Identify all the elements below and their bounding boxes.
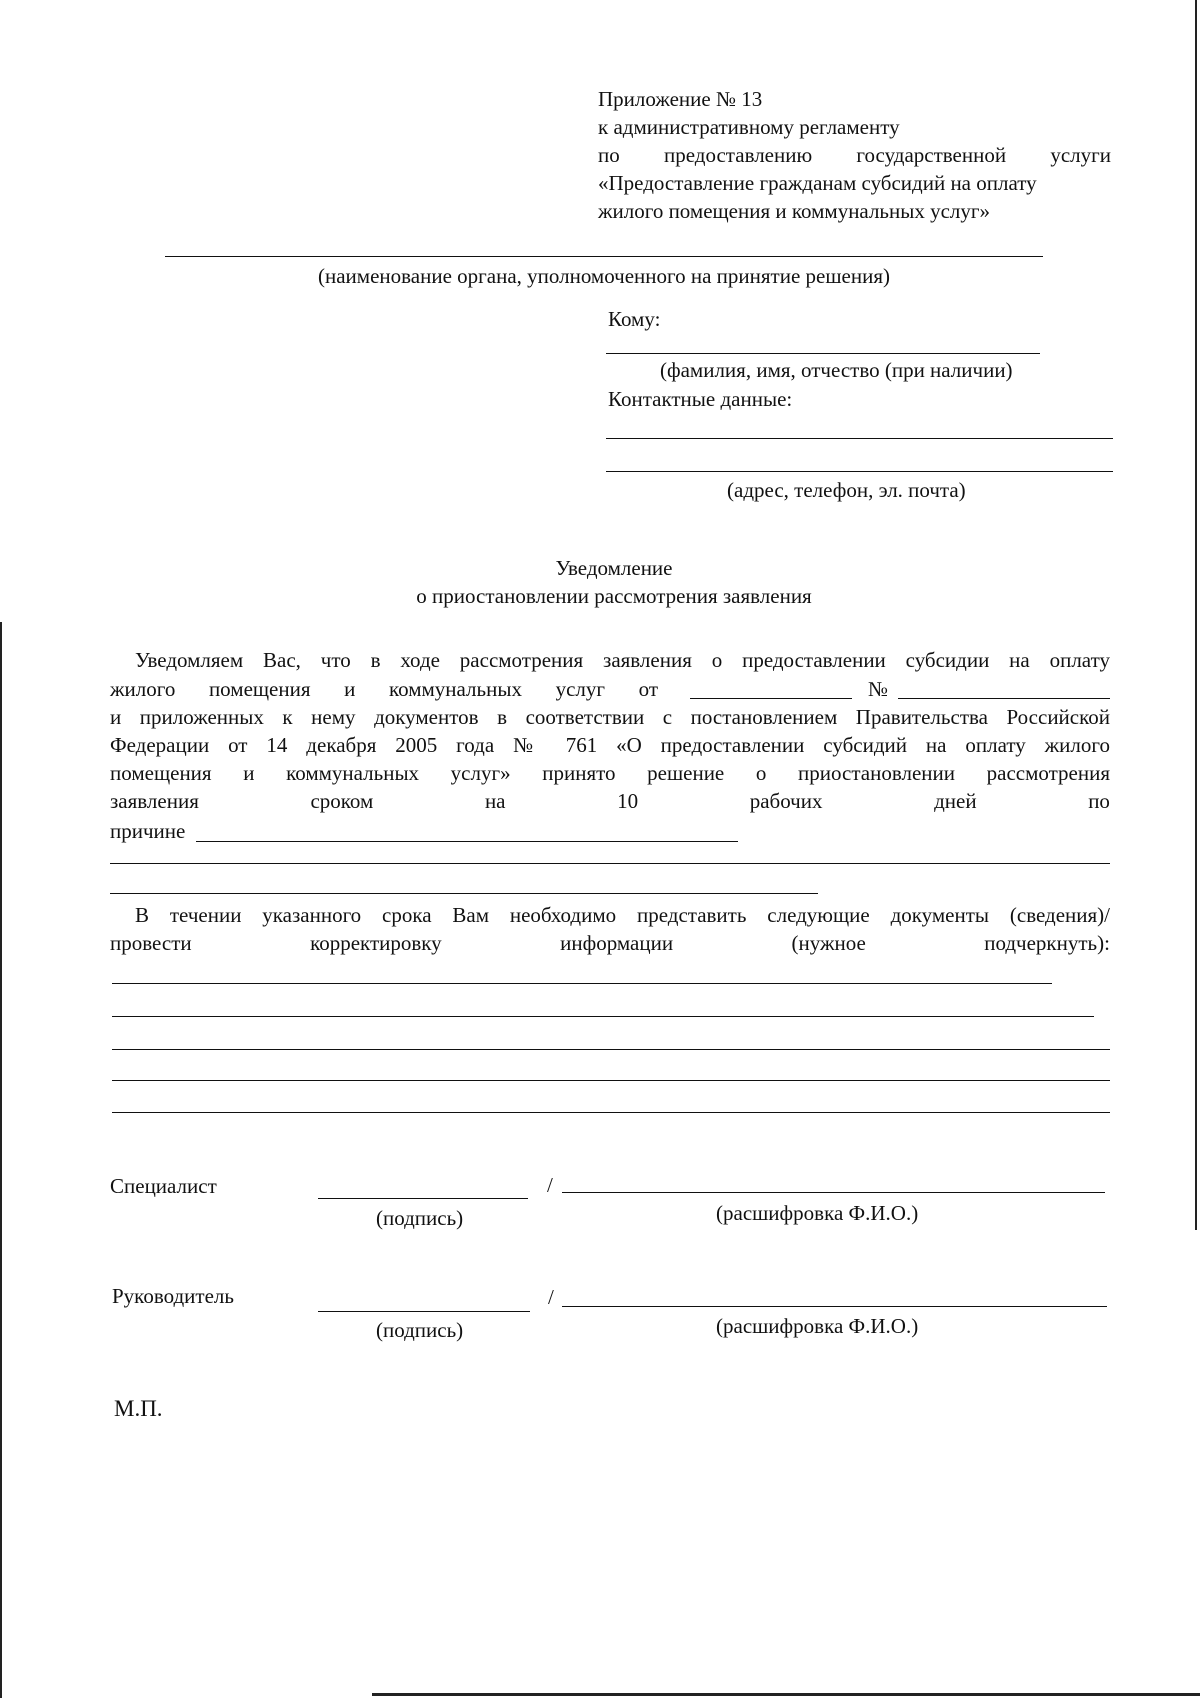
appendix-number: Приложение № 13 bbox=[598, 87, 763, 111]
manager-signature-caption: (подпись) bbox=[376, 1318, 464, 1342]
header-service-name-line2: жилого помещения и коммунальных услуг» bbox=[598, 199, 991, 223]
specialist-name-caption: (расшифровка Ф.И.О.) bbox=[716, 1201, 919, 1225]
paragraph2-line1: В течении указанного срока Вам необходимо представить следующие документы (сведения)/ bbox=[135, 903, 1110, 927]
body-word: сроком bbox=[310, 789, 374, 813]
body-word: на bbox=[484, 789, 506, 813]
documents-blank-line-2[interactable] bbox=[112, 1016, 1094, 1017]
manager-label: Руководитель bbox=[112, 1284, 234, 1308]
documents-blank-line-4[interactable] bbox=[112, 1080, 1110, 1081]
number-sign: № bbox=[868, 677, 889, 701]
paragraph1-line4: Федерации от 14 декабря 2005 года № 761 «О предоставлении субсидий на оплату жилого bbox=[110, 733, 1110, 757]
body-word: рабочих bbox=[749, 789, 823, 813]
header-word: государственной bbox=[856, 143, 1007, 167]
documents-blank-line-5[interactable] bbox=[112, 1112, 1110, 1113]
paragraph1-line1: Уведомляем Вас, что в ходе рассмотрения заявления о предоставлении субсидии на оплату bbox=[135, 648, 1110, 672]
contacts-blank-line-1[interactable] bbox=[606, 438, 1113, 439]
specialist-signature-caption: (подпись) bbox=[376, 1206, 464, 1230]
body-word: подчеркнуть): bbox=[984, 931, 1110, 955]
scan-edge-right bbox=[1195, 0, 1197, 1230]
notice-subtitle: о приостановлении рассмотрения заявления bbox=[416, 584, 812, 608]
notice-title: Уведомление bbox=[555, 556, 673, 580]
body-word: и bbox=[344, 677, 356, 701]
paragraph2-line2 bbox=[110, 931, 1110, 956]
reason-blank-line-3[interactable] bbox=[110, 893, 818, 894]
header-word: предоставлению bbox=[664, 143, 813, 167]
specialist-name-line[interactable] bbox=[562, 1192, 1105, 1193]
reason-blank-line-1[interactable] bbox=[196, 841, 738, 842]
body-word: помещения bbox=[208, 677, 311, 701]
body-word: коммунальных bbox=[388, 677, 522, 701]
application-number-blank[interactable] bbox=[898, 698, 1110, 699]
contacts-blank-line-2[interactable] bbox=[606, 471, 1113, 472]
body-word: от bbox=[638, 677, 658, 701]
body-word: (нужное bbox=[791, 931, 866, 955]
body-word: заявления bbox=[110, 789, 199, 813]
manager-name-line[interactable] bbox=[562, 1306, 1107, 1307]
recipient-name-caption: (фамилия, имя, отчество (при наличии) bbox=[660, 358, 1013, 382]
reason-label: причине bbox=[110, 819, 186, 843]
body-word: по bbox=[1088, 789, 1110, 813]
manager-slash: / bbox=[548, 1285, 554, 1309]
specialist-slash: / bbox=[547, 1173, 553, 1197]
stamp-place-label: М.П. bbox=[114, 1396, 163, 1421]
authority-caption: (наименование органа, уполномоченного на принятие решения) bbox=[318, 264, 890, 288]
header-word: по bbox=[598, 143, 620, 167]
scan-edge-bottom bbox=[372, 1693, 1200, 1696]
contacts-caption: (адрес, телефон, эл. почта) bbox=[727, 478, 966, 502]
documents-blank-line-1[interactable] bbox=[112, 983, 1052, 984]
header-service-name-line1: «Предоставление гражданам субсидий на оплату bbox=[598, 171, 1037, 195]
paragraph1-line2-words bbox=[110, 677, 658, 702]
recipient-name-blank-line[interactable] bbox=[606, 353, 1040, 354]
header-regulation-line: к административному регламенту bbox=[598, 115, 900, 139]
scan-edge-left bbox=[0, 622, 2, 1698]
paragraph1-line6 bbox=[110, 789, 1110, 814]
header-service-line bbox=[598, 143, 1111, 168]
authority-blank-line[interactable] bbox=[165, 256, 1043, 257]
body-word: жилого bbox=[110, 677, 176, 701]
specialist-signature-line[interactable] bbox=[318, 1198, 528, 1199]
body-word: корректировку bbox=[310, 931, 442, 955]
body-word: 10 bbox=[617, 789, 639, 813]
body-word: провести bbox=[110, 931, 192, 955]
header-word: услуги bbox=[1050, 143, 1111, 167]
body-word: услуг bbox=[555, 677, 605, 701]
manager-name-caption: (расшифровка Ф.И.О.) bbox=[716, 1314, 919, 1338]
body-word: дней bbox=[934, 789, 977, 813]
documents-blank-line-3[interactable] bbox=[112, 1049, 1110, 1050]
to-label: Кому: bbox=[608, 307, 661, 331]
body-word: информации bbox=[560, 931, 674, 955]
application-date-blank[interactable] bbox=[690, 698, 852, 699]
reason-blank-line-2[interactable] bbox=[110, 863, 1110, 864]
specialist-label: Специалист bbox=[110, 1174, 217, 1198]
paragraph1-line5: помещения и коммунальных услуг» принято решение о приостановлении рассмотрения bbox=[110, 761, 1110, 785]
contacts-label: Контактные данные: bbox=[608, 387, 793, 411]
paragraph1-line3: и приложенных к нему документов в соответствии с постановлением Правительства Российской bbox=[110, 705, 1110, 729]
manager-signature-line[interactable] bbox=[318, 1311, 530, 1312]
